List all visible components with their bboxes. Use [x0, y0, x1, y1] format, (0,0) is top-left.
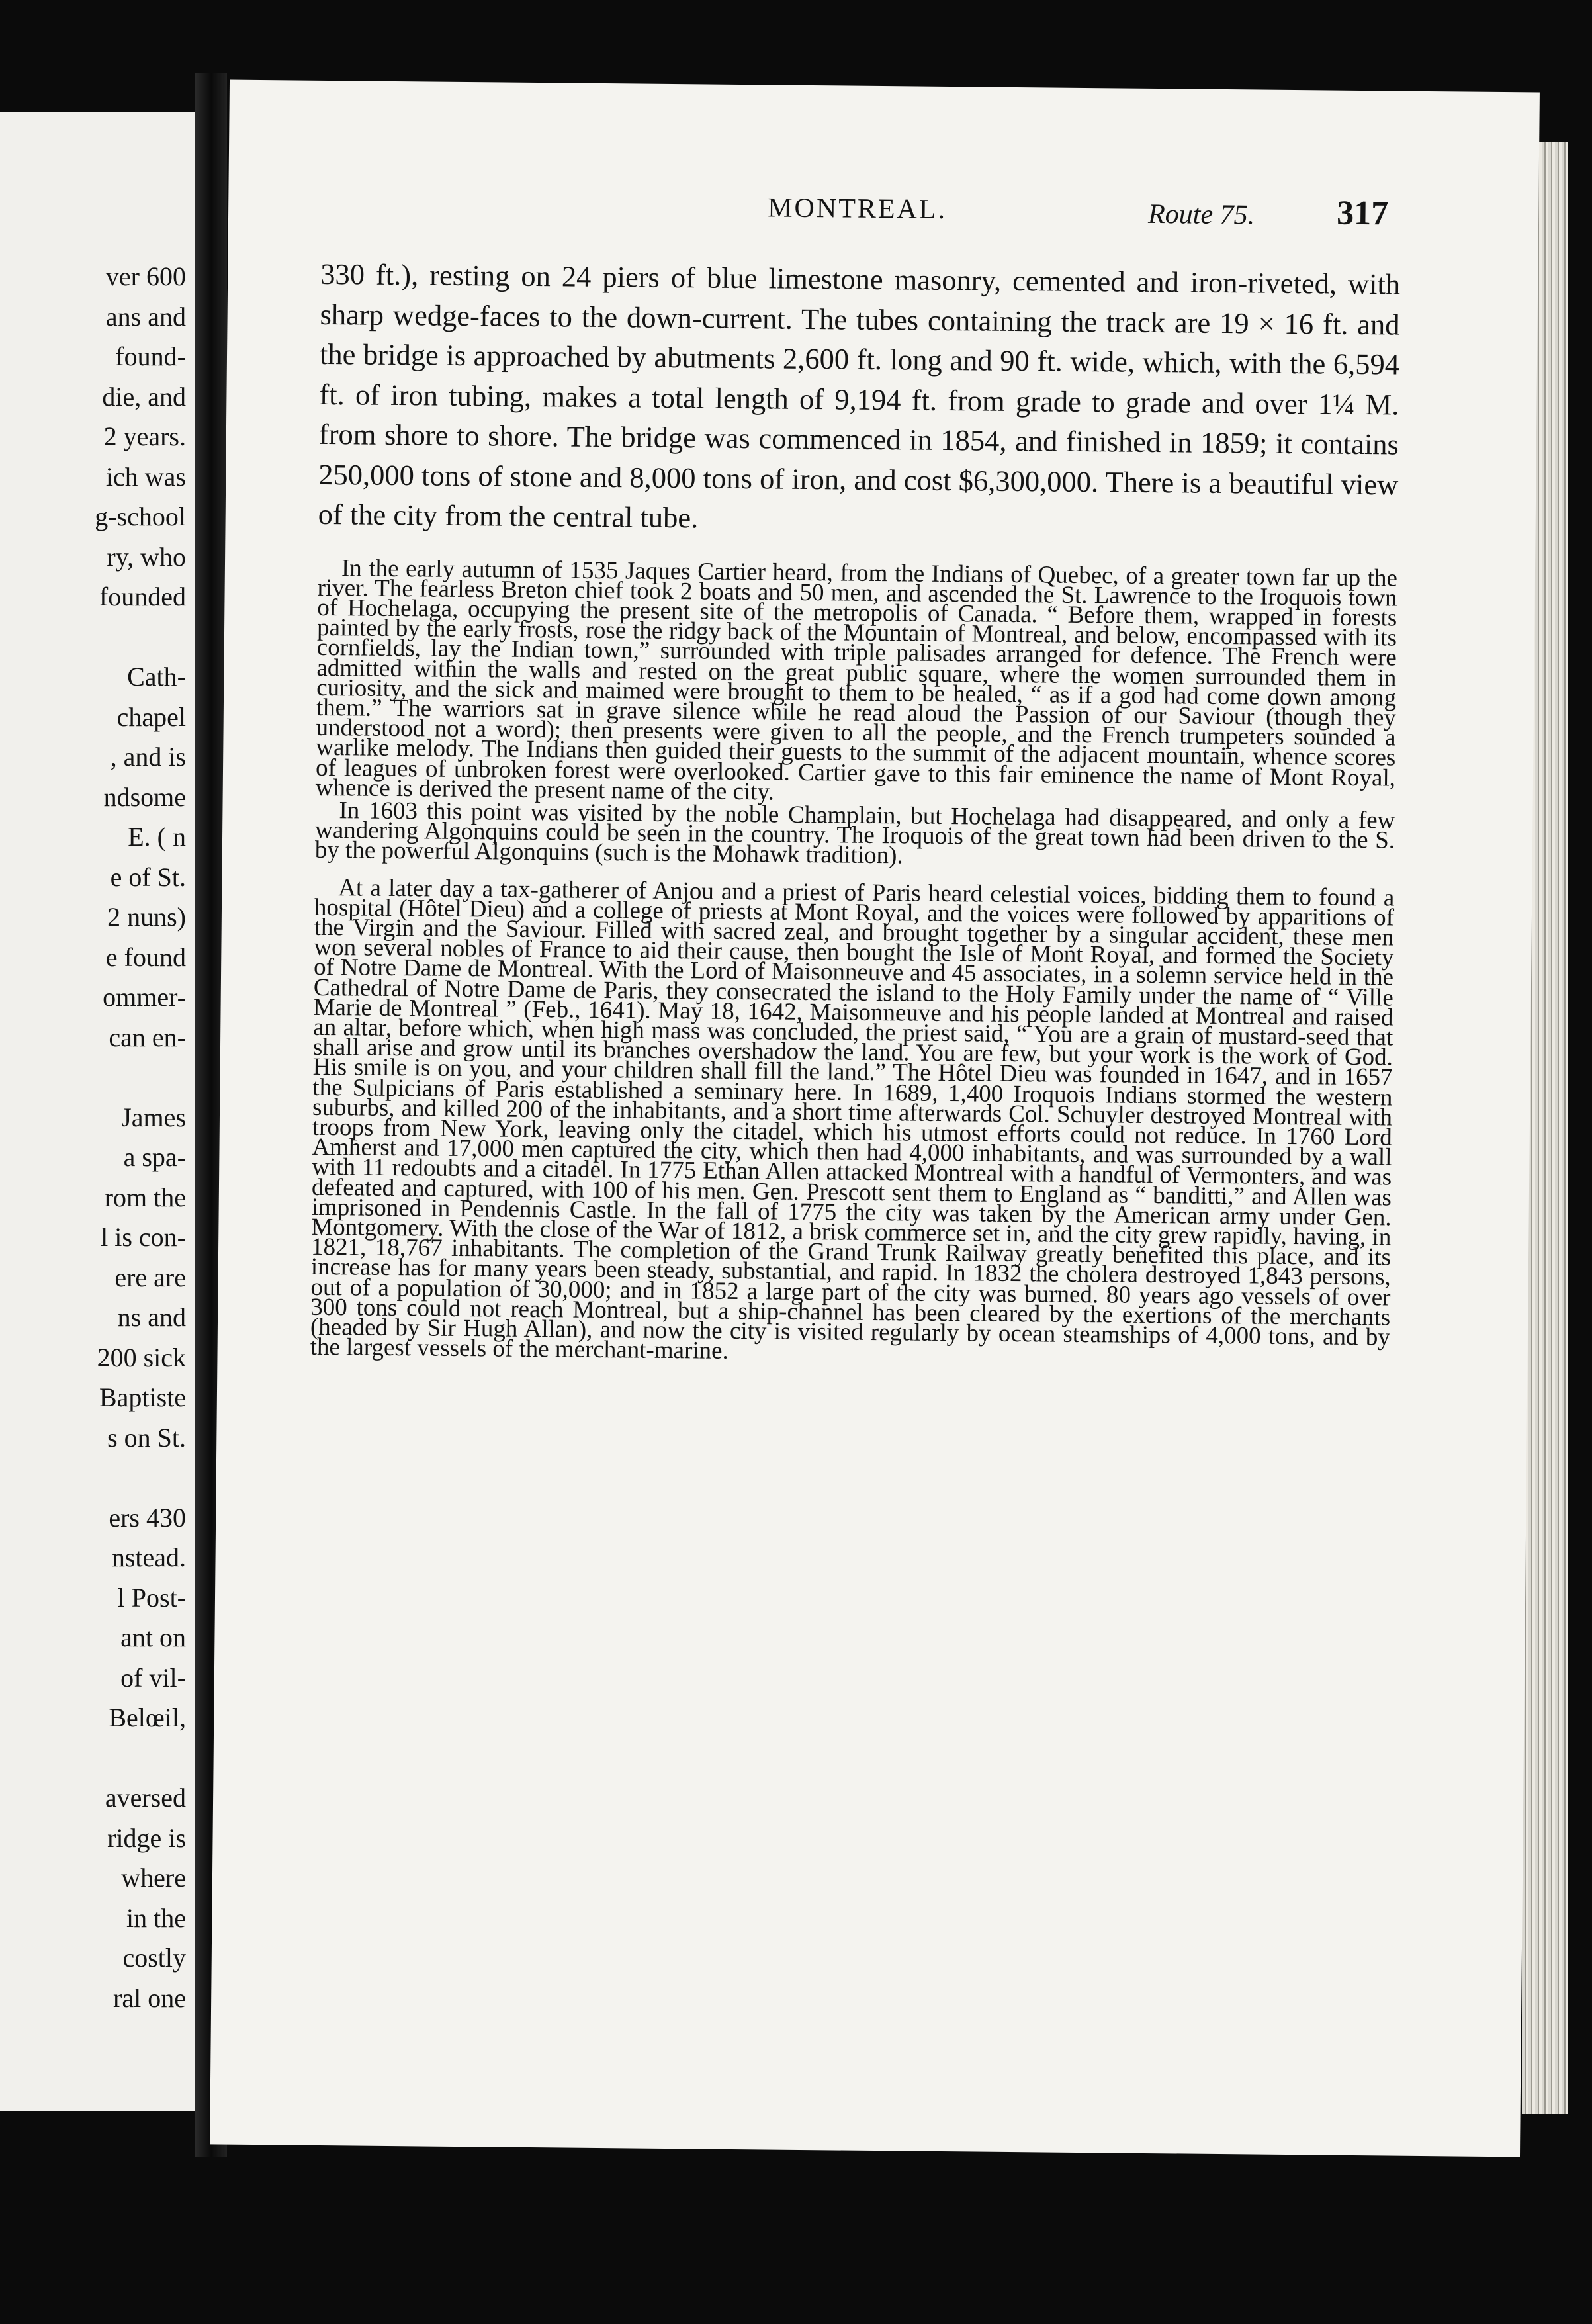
left-page-fragment-line: ommer- [103, 982, 186, 1012]
bridge-paragraph: 330 ft.), resting on 24 piers of blue limestone masonry, cemented and iron-riveted, with sharp wedge-faces to the down-current. The tubes containing the track are 19 × 16 ft. and the bridge is approached by abutments 2,600 ft. long and 90 ft. wide, which, with the 6,594 ft. of iron tubing, makes a total length of 9,194 ft. from grade to grade and over 1¼ M. from shore to shore. The bridge was commenced in 1854, and finished in 1859; it contains 250,000 tons of stone and 8,000 tons of iron, and cost $6,300,000. There is a beautiful view of the city from the central tube. [318, 257, 1401, 535]
left-page-fragment-line: e of St. [110, 862, 186, 892]
page-body [310, 254, 1400, 1368]
left-page-fragment-line: nstead. [111, 1542, 186, 1572]
left-page-fragment-line: a spa- [123, 1142, 186, 1172]
left-page-fragment-line: l Post- [117, 1582, 186, 1613]
left-page-fragment-line: die, and [102, 381, 186, 412]
route-label: Route 75. [1147, 199, 1255, 231]
left-page-fragment-line: chapel [116, 701, 186, 732]
left-page-fragment-line: aversed [105, 1783, 186, 1812]
left-page-fragment-line: ndsome [103, 782, 186, 812]
left-page-fragment-line: Cath- [127, 662, 186, 692]
left-page-fragment-line: ich was [105, 461, 186, 492]
left-page-fragment-line: , and is [110, 742, 186, 772]
left-page-fragment-line: 200 sick [97, 1342, 186, 1372]
left-page-fragment-line [95, 1057, 186, 1098]
left-page-fragments [95, 257, 186, 2018]
left-page-fragment-line: James [121, 1102, 186, 1132]
left-page-fragment-line: ver 600 [105, 261, 186, 291]
left-page-fragment-line [95, 1738, 186, 1779]
left-page-fragment-line: 2 nuns) [107, 902, 186, 932]
left-page [0, 112, 195, 2111]
left-page-fragment-line: ant on [120, 1623, 186, 1652]
left-page-fragment-line: ns and [117, 1302, 186, 1332]
left-page-fragment-line: in the [126, 1902, 186, 1933]
left-page-fragment-line: 2 years. [103, 422, 186, 451]
left-page-fragment-line: l is con- [101, 1222, 186, 1252]
left-page-fragment-line: of vil- [120, 1662, 186, 1693]
running-title: MONTREAL. [767, 193, 948, 225]
left-page-fragment-line [95, 617, 186, 658]
left-page-fragment-line: ere are [114, 1262, 186, 1292]
left-page-fragment-line: ridge is [107, 1822, 186, 1853]
right-page [210, 80, 1540, 2157]
history-paragraph: At a later day a tax-gatherer of Anjou and a priest of Paris heard celestial voices, bidding them to found a hospital (Hôtel Dieu) and a college of priests at Mont Royal, and the voices were followed by apparitions of the Virgin and the Saviour. Filled with sacred zeal, and brought together by a singular accident, these men won several nobles of France to aid their cause, then bought the Isle of Mont Royal, and formed the Society of Notre Dame de Montreal. With the Lord of Maisonneuve and 45 associates, in a solemn service held in the Cathedral of Notre Dame de Paris, they consecrated the island to the Holy Family under the name of “ Ville Marie de Montreal ” (Feb., 1641). May 18, 1642, Maisonneuve and his people landed at Montreal and raised an altar, before which, when high mass was concluded, the priest said, “ You are a grain of mustard-seed that shall arise and grow until its branches overshadow the land. You are few, but your work is the work of God. His smile is on you, and your children shall fill the land.” The Hôtel Dieu was founded in 1647, and in 1657 the Sulpicians of Paris established a seminary here. In 1689, 1,400 Iroquois Indians stormed the western suburbs, and killed 200 of the inhabitants, and a short time afterwards Col. Schuyler destroyed Montreal with troops from New York, leaving only the citadel, which his utmost efforts could not reduce. In 1760 Lord Amherst and 17,000 men captured the city, which then had 4,000 inhabitants, and was surrounded by a wall with 11 redoubts and a citadel. In 1775 Ethan Allen attacked Montreal with a handful of Vermonters, and was defeated and captured, with 100 of his men. Gen. Prescott sent them to England as “ banditti,” and Allen was imprisoned in Pendennis Castle. In the fall of 1775 the city was taken by the American army under Gen. Montgomery. With the close of the War of 1812, a brisk commerce set in, and the city grew rapidly, having, in 1821, 18,767 inhabitants. The completion of the Grand Trunk Railway greatly benefited this place, and its increase has for many years been steady, substantial, and rapid. In 1832 the cholera destroyed 1,843 persons, out of a population of 30,000; and in 1852 a large part of the city was burned. 80 years ago vessels of over 300 tons could not reach Montreal, but a ship-channel has been cleared by the exertions of the merchants (headed by Sir Hugh Allan), and now the city is visited regularly by ocean steamships of 4,000 tons, and by the largest vessels of the merchant-marine. [310, 873, 1395, 1365]
left-page-fragment-line: Baptiste [99, 1382, 186, 1412]
champlain-paragraph: In 1603 this point was visited by the noble Champlain, but Hochelaga had disappeared, and only a few wandering Algonquins could be seen in the country. The Iroquois of the great town had been driven to the S. by the powerful Algonquins (such is the Mohawk tradition). [314, 797, 1395, 870]
left-page-fragment-line: costly [122, 1943, 186, 1973]
left-page-fragment-line: ry, who [107, 541, 186, 572]
left-page-fragment-line: E. ( n [128, 822, 186, 852]
page-number: 317 [1336, 194, 1389, 233]
left-page-fragment-line [95, 1458, 186, 1498]
left-page-fragment-line: can en- [109, 1022, 186, 1052]
left-page-fragment-line: found- [115, 341, 186, 371]
left-page-fragment-line: where [121, 1863, 186, 1893]
left-page-fragment-line: s on St. [107, 1422, 186, 1452]
left-page-fragment-line: g-school [95, 502, 186, 531]
left-page-fragment-line: founded [99, 582, 186, 611]
left-page-fragment-line: e found [105, 942, 186, 972]
left-page-fragment-line: ral one [113, 1983, 186, 2013]
left-page-fragment-line: rom the [104, 1182, 186, 1212]
running-header [228, 187, 1538, 240]
left-page-fragment-line: Belœil, [109, 1703, 186, 1732]
left-page-fragment-line: ers 430 [109, 1502, 186, 1533]
left-page-fragment-line: ans and [105, 301, 186, 332]
cartier-paragraph: In the early autumn of 1535 Jaques Cartier heard, from the Indians of Quebec, of a greater town far up the river. The fearless Breton chief took 2 boats and 50 men, and ascended the St. Lawrence to the Iroquois town of Hochelaga, occupying the present site of the metropolis of Canada. “ Before them, wrapped in forests painted by the early frosts, rose the ridgy back of the Mountain of Montreal, and below, encompassed with its cornfields, lay the Indian town,” surrounded with triple palisades arranged for defence. The French were admitted within the walls and rested on the great public square, where the women surrounded them in curiosity, and the sick and maimed were brought to them to be healed, “ as if a god had come down among them.” The warriors sat in grave silence while he read aloud the Passion of our Saviour (though they understood not a word); then presents were given to all the people, and the French trumpeters sounded a warlike melody. The Indians then guided their guests to the summit of the adjacent mountain, whence scores of leagues of unbroken forest were overlooked. Cartier gave to this fair eminence the name of Mont Royal, whence is derived the present name of the city. [315, 554, 1398, 806]
